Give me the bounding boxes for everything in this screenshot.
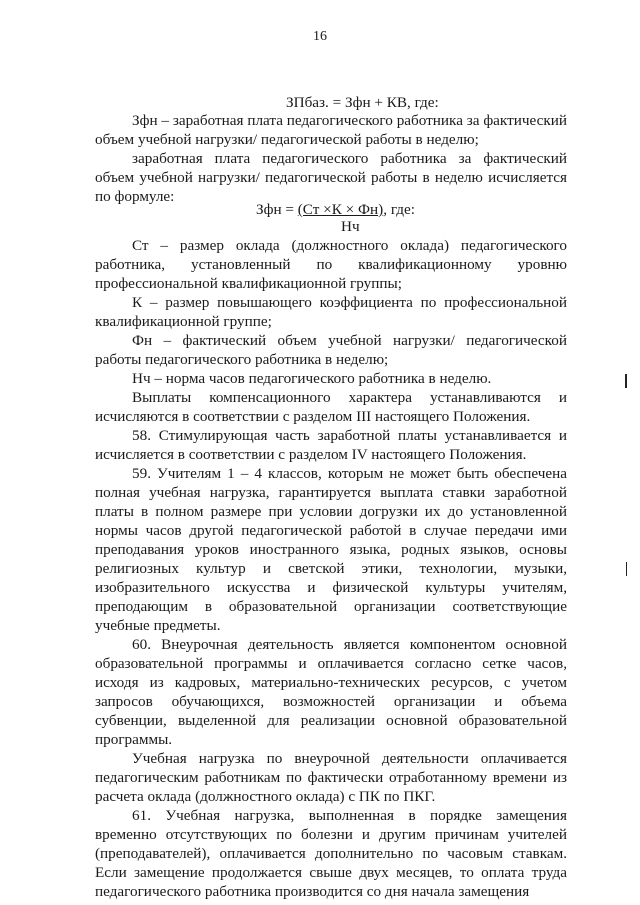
paragraph-60: 60. Внеурочная деятельность является компонентом основной образовательной программы и оплачивается согласно сетке часов, исходя из кадровых, материально-технических ресурсов, с учетом запросов обучающихся, возможностей организации и объема субвенции, выделенной для реализации основной образовательной программы. [95, 636, 567, 748]
paragraph-compensation: Выплаты компенсационного характера устанавливаются и исчисляются в соответствии с разделом III настоящего Положения. [95, 389, 567, 425]
paragraph-extracurricular-pay: Учебная нагрузка по внеурочной деятельности оплачивается педагогическим работникам по фактически отработанному времени из расчета оклада (должностного оклада) с ПК по ПКГ. [95, 750, 567, 805]
text-block-2 [95, 236, 567, 901]
paragraph-nch-definition: Нч – норма часов педагогического работника в неделю. [132, 370, 492, 387]
paragraph-zfn-definition: Зфн – заработная плата педагогического работника за фактический объем учебной нагрузки/ педагогической работы в неделю; [95, 112, 567, 148]
paragraph-zfn-formula-intro: заработная плата педагогического работника за фактический объем учебной нагрузки/ педагогической работы в неделю исчисляется по формуле: [95, 150, 567, 205]
paragraph-58: 58. Стимулирующая часть заработной платы устанавливается и исчисляется в соответствии с разделом IV настоящего Положения. [95, 427, 567, 463]
paragraph-61: 61. Учебная нагрузка, выполненная в порядке замещения временно отсутствующих по болезни и другим причинам учителей (преподавателей), оплачивается дополнительно по часовым ставкам. Если замещение продолжается свыше двух месяцев, то оплата труда педагогического работника производится со дня начала замещения [95, 807, 567, 900]
page-number: 16 [313, 29, 327, 44]
paragraph-k-definition: К – размер повышающего коэффициента по профессиональной квалификационной группе; [95, 294, 567, 330]
formula-fraction [256, 200, 415, 219]
formula-denominator: Нч [341, 218, 360, 235]
formula-base-salary: ЗПбаз. = Зфн + КВ, где: [286, 94, 439, 111]
formula-suffix: , где: [383, 201, 415, 218]
paragraph-st-definition: Ст – размер оклада (должностного оклада) педагогического работника, установленный по квалификационному уровню профессиональной квалификационной группы; [95, 237, 567, 292]
paragraph-59: 59. Учителям 1 – 4 классов, которым не может быть обеспечена полная учебная нагрузка, гарантируется выплата ставки заработной платы в полном размере при условии догрузки их до установленной нормы часов другой педагогической работой в случае передачи ими преподавания уроков иностранного языка, родных языков, основы религиозных культур и светской этики, технологии, музыки, изобразительного искусства и физической культуры учителям, преподающим в образовательной организации соответствующие учебные предметы. [95, 465, 567, 634]
formula-numerator: (Ст ×К × Фн) [297, 201, 384, 218]
scan-margin-mark [625, 374, 627, 388]
scan-margin-mark [626, 562, 627, 576]
formula-prefix: Зфн = [256, 201, 298, 218]
paragraph-fn-definition: Фн – фактический объем учебной нагрузки/ педагогической работы педагогического работника в неделю; [95, 332, 567, 368]
text-block-1 [95, 111, 567, 206]
